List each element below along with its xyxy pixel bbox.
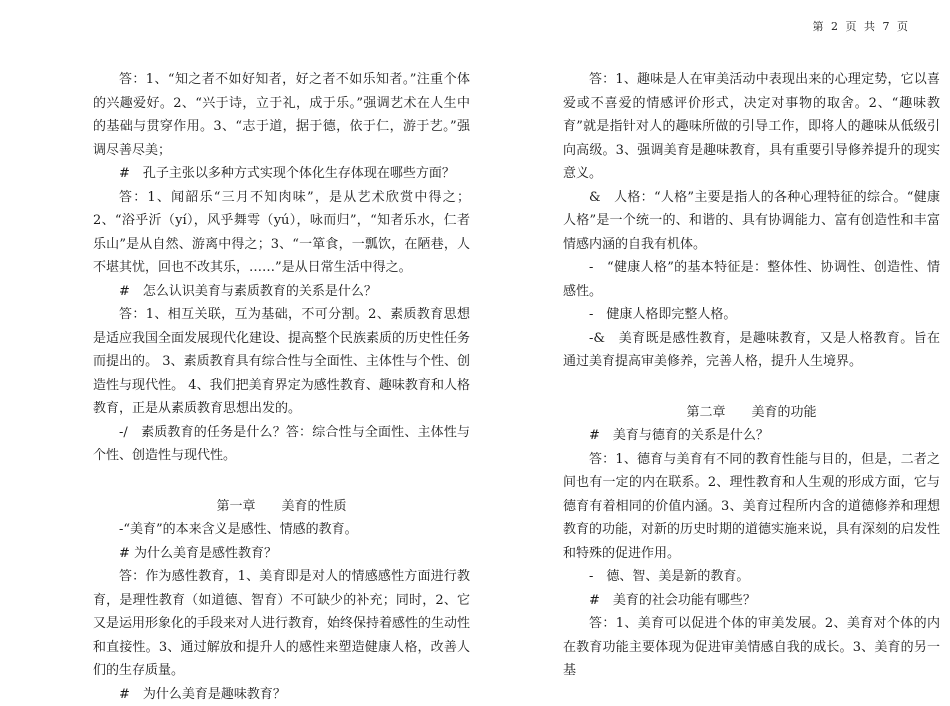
paragraph: # 为什么美育是感性教育？ <box>93 542 470 566</box>
paragraph: 答：作为感性教育，1、美育即是对人的情感感性方面进行教育，是理性教育（如道德、智育）不可缺少的补充；同时，2、它又是运用形象化的手段来对人进行教育，始终保持着感性的生动性和直接性。3、通过解放和提升人的感性来塑造健康人格，改善人们的生存质量。 <box>93 565 470 683</box>
paragraph: # 怎么认识美育与素质教育的关系是什么？ <box>93 280 470 304</box>
paragraph: # 为什么美育是趣味教育？ <box>93 683 470 706</box>
paragraph: -/ 素质教育的任务是什么？答：综合性与全面性、主体性与个性、创造性与现代性。 <box>93 421 470 468</box>
paragraph: 答：1、“知之者不如好知者，好之者不如乐知者。”注重个体的兴趣爱好。2、“兴于诗，立于礼，成于乐。”强调艺术在人生中的基础与贯穿作用。3、“志于道，据于德，依于仁，游于艺。”强调尽善尽美； <box>93 68 470 162</box>
paragraph: # 孔子主张以多种方式实现个体化生存体现在哪些方面？ <box>93 162 470 186</box>
paragraph: - 德、智、美是新的教育。 <box>563 565 940 589</box>
chapter-heading: 第二章 美育的功能 <box>563 401 940 425</box>
paragraph: - 健康人格即完整人格。 <box>563 303 940 327</box>
paragraph: 答：1、美育可以促进个体的审美发展。2、美育对个体的内在教育功能主要体现为促进审美情感自我的成长。3、美育的另一基 <box>563 612 940 683</box>
paragraph: 答：1、德育与美育有不同的教育性能与目的，但是，二者之间也有一定的内在联系。2、理性教育和人生观的形成方面，它与德育有着相同的价值内涵。3、美育过程所内含的道德修养和理想教育的功能，对新的历史时期的道德实施来说，具有深刻的启发性和特殊的促进作用。 <box>563 448 940 566</box>
paragraph: # 美育与德育的关系是什么？ <box>563 424 940 448</box>
paragraph: -“美育”的本来含义是感性、情感的教育。 <box>93 518 470 542</box>
paragraph: 答：1、趣味是人在审美活动中表现出来的心理定势，它以喜爱或不喜爱的情感评价形式，决定对事物的取舍。2、“趣味教育”就是指针对人的趣味所做的引导工作，即将人的趣味从低级引向高级。3、强调美育是趣味教育，具有重要引导修养提升的现实意义。 <box>563 68 940 186</box>
chapter-heading: 第一章 美育的性质 <box>93 495 470 519</box>
paragraph: # 美育的社会功能有哪些？ <box>563 589 940 613</box>
page-number: 第 2 页 共 7 页 <box>813 18 910 34</box>
paragraph: 答：1、相互关联，互为基础，不可分割。2、素质教育思想是适应我国全面发展现代化建设、提高整个民族素质的历史性任务而提出的。 3、素质教育具有综合性与全面性、主体性与个性、创造性与现代性。 4、我们把美育界定为感性教育、趣味教育和人格教育，正是从素质教育思想出发的。 <box>93 303 470 421</box>
section-gap <box>563 374 940 401</box>
paragraph: -& 美育既是感性教育，是趣味教育，又是人格教育。旨在通过美育提高审美修养，完善人格，提升人生境界。 <box>563 327 940 374</box>
right-column <box>563 68 940 683</box>
left-column <box>93 68 470 706</box>
section-gap <box>93 468 470 495</box>
paragraph: & 人格：“人格”主要是指人的各种心理特征的综合。“健康人格”是一个统一的、和谐的、具有协调能力、富有创造性和丰富情感内涵的自我有机体。 <box>563 186 940 257</box>
paragraph: 答：1、闻韶乐“三月不知肉味”，是从艺术欣赏中得之；2、“浴乎沂（yí），风乎舞雩（yú），咏而归”，“知者乐水，仁者乐山”是从自然、游离中得之；3、“一箪食，一瓢饮，在陋巷，人不堪其忧，回也不改其乐，……”是从日常生活中得之。 <box>93 186 470 280</box>
paragraph: - “健康人格”的基本特征是：整体性、协调性、创造性、情感性。 <box>563 256 940 303</box>
